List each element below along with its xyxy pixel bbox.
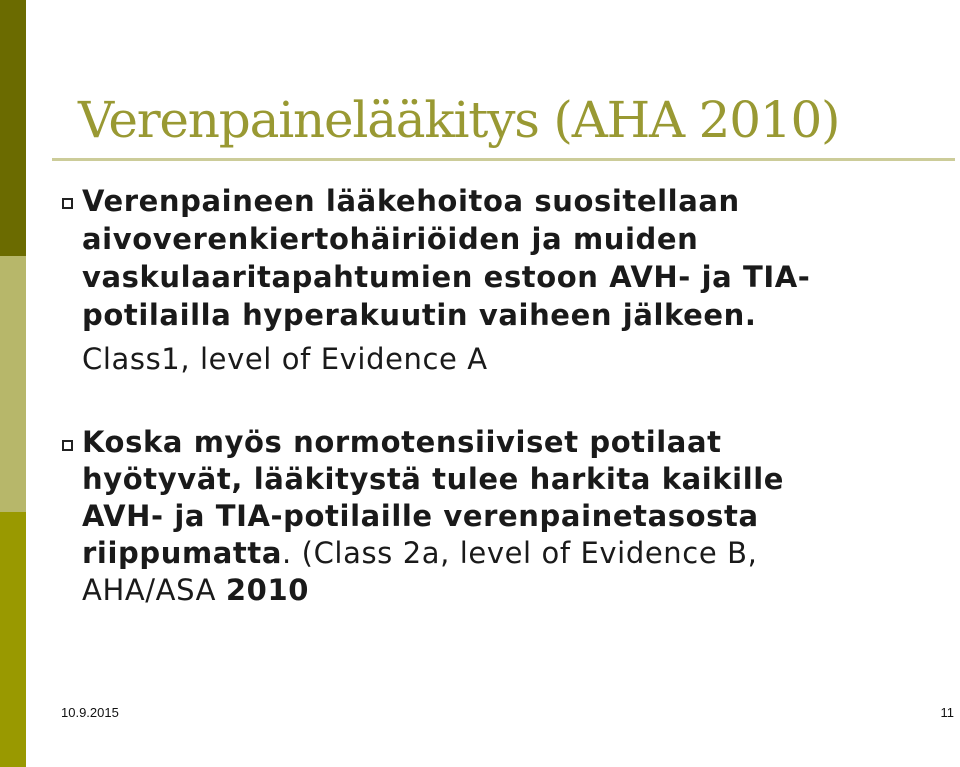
square-bullet-icon [62, 198, 73, 209]
bullet-1-line-3: vaskulaaritapahtumien estoon AVH- ja TIA- [82, 260, 811, 294]
side-bar-segment-top [0, 0, 26, 256]
bullet-2-line-5-normal: AHA/ASA [82, 573, 226, 607]
bullet-2-line-4 [82, 535, 940, 572]
bullet-item-1 [60, 182, 940, 378]
title-underline [52, 158, 955, 161]
slide-content [60, 182, 940, 609]
bullet-1-line-2: aivoverenkiertohäiriöiden ja muiden [82, 222, 699, 256]
bullet-2-line-5-bold: 2010 [225, 573, 310, 607]
bullet-1-evidence-note: Class1, level of Evidence A [82, 342, 488, 376]
bullet-2-line-3: AVH- ja TIA-potilaille verenpainetasosta [82, 499, 759, 533]
side-bar-segment-bottom [0, 512, 26, 767]
bullet-1-line-4: potilailla hyperakuutin vaiheen jälkeen. [82, 298, 757, 332]
bullet-2-line-2: hyötyvät, lääkitystä tulee harkita kaikille [82, 462, 785, 496]
side-decoration-bar [0, 0, 26, 767]
slide-title: Verenpainelääkitys (AHA 2010) [78, 91, 840, 149]
footer-date: 10.9.2015 [61, 705, 119, 720]
bullet-1-line-1: Verenpaineen lääkehoitoa suositellaan [82, 184, 740, 218]
bullet-2-line-5 [82, 572, 940, 609]
bullet-2-line-1: Koska myös normotensiiviset potilaat [82, 425, 722, 459]
footer-page-number: 11 [940, 705, 954, 720]
bullet-item-2 [60, 424, 940, 609]
square-bullet-icon [62, 440, 73, 451]
side-bar-segment-middle [0, 256, 26, 512]
bullet-2-line-4-rest: . (Class 2a, level of Evidence B, [282, 536, 758, 570]
bullet-2-line-4-bold: riippumatta [82, 536, 283, 570]
